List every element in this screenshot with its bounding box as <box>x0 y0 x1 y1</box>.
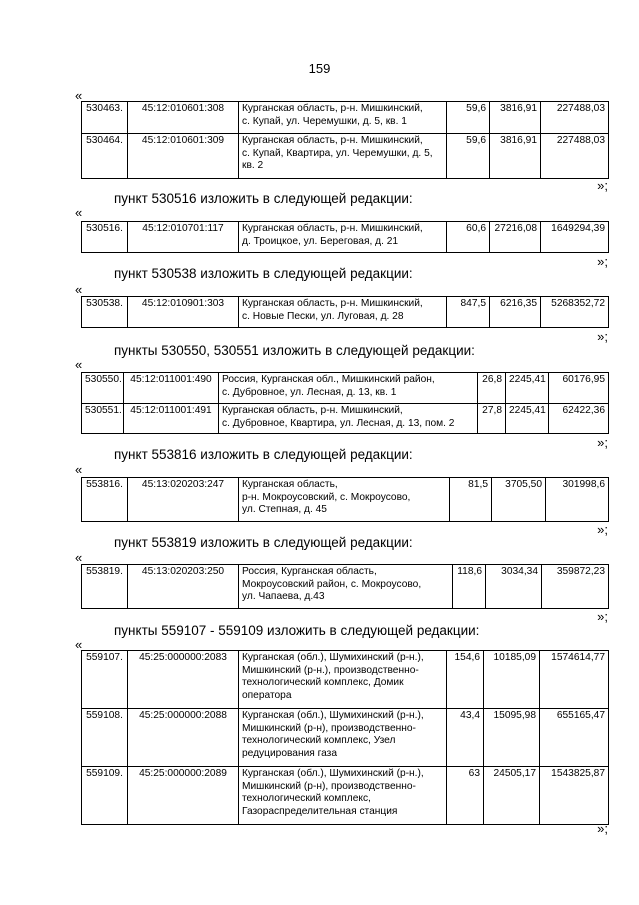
cadastral-number: 45:13:020203:247 <box>128 478 239 522</box>
closing-quote: »; <box>597 609 608 624</box>
unit-value: 27216,08 <box>490 222 541 253</box>
table-row <box>82 478 609 522</box>
cadastral-value: 1574614,77 <box>540 651 609 709</box>
property-table <box>81 564 609 609</box>
cadastral-number: 45:25:000000:2083 <box>128 651 239 709</box>
section-intro: пункты 530550, 530551 изложить в следующей редакции: <box>114 343 475 358</box>
cadastral-number: 45:12:011001:491 <box>124 404 219 434</box>
page-number: 159 <box>308 61 331 76</box>
item-number: 530538. <box>82 297 128 328</box>
section-intro: пункт 530538 изложить в следующей редакции: <box>114 266 413 281</box>
section-intro: пункт 553816 изложить в следующей редакции: <box>114 447 413 462</box>
opening-quote: « <box>75 637 83 652</box>
section-intro: пункт 553819 изложить в следующей редакции: <box>114 535 413 550</box>
closing-quote: »; <box>597 435 608 450</box>
address: Курганская область, р-н. Мишкинский, с. Новые Пески, ул. Луговая, д. 28 <box>239 297 447 328</box>
unit-value: 3034,34 <box>486 565 542 609</box>
property-table <box>81 221 609 253</box>
item-number: 559107. <box>82 651 128 709</box>
item-number: 559109. <box>82 767 128 825</box>
unit-value: 3816,91 <box>490 134 541 179</box>
area: 81,5 <box>450 478 492 522</box>
area: 60,6 <box>447 222 490 253</box>
table-row <box>82 134 609 179</box>
address: Курганская (обл.), Шумихинский (р-н.), Мишкинский (р-н), производственно- технологический комплекс, Узел редуцирования газа <box>239 709 447 767</box>
unit-value: 3816,91 <box>490 102 541 134</box>
item-number: 530464. <box>82 134 128 179</box>
address: Курганская область, р-н. Мишкинский, д. Троицкое, ул. Береговая, д. 21 <box>239 222 447 253</box>
item-number: 530463. <box>82 102 128 134</box>
table-row <box>82 373 609 404</box>
opening-quote: « <box>75 88 83 103</box>
item-number: 530551. <box>82 404 124 434</box>
cadastral-number: 45:13:020203:250 <box>128 565 239 609</box>
closing-quote: »; <box>597 821 608 836</box>
opening-quote: « <box>75 282 83 297</box>
unit-value: 2245,41 <box>506 373 549 404</box>
area: 59,6 <box>447 134 490 179</box>
closing-quote: »; <box>597 254 608 269</box>
cadastral-value: 60176,95 <box>549 373 609 404</box>
address: Курганская область, р-н. Мишкинский, с. Дубровное, Квартира, ул. Лесная, д. 13, пом. 2 <box>219 404 478 434</box>
unit-value: 15095,98 <box>484 709 540 767</box>
opening-quote: « <box>75 462 83 477</box>
area: 63 <box>447 767 484 825</box>
property-table <box>81 101 609 179</box>
item-number: 530550. <box>82 373 124 404</box>
cadastral-number: 45:12:010701:117 <box>128 222 239 253</box>
cadastral-value: 359872,23 <box>542 565 609 609</box>
table-row <box>82 222 609 253</box>
section-intro: пункт 530516 изложить в следующей редакции: <box>114 191 413 206</box>
cadastral-value: 301998,6 <box>546 478 609 522</box>
address: Россия, Курганская обл., Мишкинский район, с. Дубровное, ул. Лесная, д. 13, кв. 1 <box>219 373 478 404</box>
unit-value: 10185,09 <box>484 651 540 709</box>
area: 27,8 <box>478 404 506 434</box>
address: Курганская область, р-н. Мишкинский, с. Купай, Квартира, ул. Черемушки, д. 5, кв. 2 <box>239 134 447 179</box>
unit-value: 3705,50 <box>492 478 546 522</box>
cadastral-value: 62422,36 <box>549 404 609 434</box>
area: 154,6 <box>447 651 484 709</box>
cadastral-value: 227488,03 <box>541 102 609 134</box>
item-number: 559108. <box>82 709 128 767</box>
table-row <box>82 651 609 709</box>
cadastral-value: 227488,03 <box>541 134 609 179</box>
item-number: 553816. <box>82 478 128 522</box>
unit-value: 2245,41 <box>506 404 549 434</box>
area: 43,4 <box>447 709 484 767</box>
cadastral-value: 655165,47 <box>540 709 609 767</box>
cadastral-value: 1543825,87 <box>540 767 609 825</box>
table-row <box>82 102 609 134</box>
item-number: 553819. <box>82 565 128 609</box>
area: 118,6 <box>453 565 486 609</box>
cadastral-number: 45:12:011001:490 <box>124 373 219 404</box>
property-table <box>81 650 609 825</box>
table-row <box>82 297 609 328</box>
cadastral-number: 45:12:010601:309 <box>128 134 239 179</box>
address: Россия, Курганская область, Мокроусовский район, с. Мокроусово, ул. Чапаева, д.43 <box>239 565 453 609</box>
cadastral-value: 1649294,39 <box>541 222 609 253</box>
item-number: 530516. <box>82 222 128 253</box>
opening-quote: « <box>75 550 83 565</box>
address: Курганская (обл.), Шумихинский (р-н.), Мишкинский (р-н), производственно- технологический комплекс, Газораспределительная станция <box>239 767 447 825</box>
address: Курганская (обл.), Шумихинский (р-н.), Мишкинский (р-н.), производственно- технологический комплекс, Домик оператора <box>239 651 447 709</box>
cadastral-number: 45:25:000000:2089 <box>128 767 239 825</box>
area: 26,8 <box>478 373 506 404</box>
address: Курганская область, р-н. Мокроусовский, с. Мокроусово, ул. Степная, д. 45 <box>239 478 450 522</box>
opening-quote: « <box>75 357 83 372</box>
property-table <box>81 372 609 434</box>
closing-quote: »; <box>597 178 608 193</box>
unit-value: 6216,35 <box>490 297 541 328</box>
property-table <box>81 477 609 522</box>
section-intro: пункты 559107 - 559109 изложить в следующей редакции: <box>114 623 480 638</box>
opening-quote: « <box>75 205 83 220</box>
area: 59,6 <box>447 102 490 134</box>
table-row <box>82 565 609 609</box>
cadastral-number: 45:25:000000:2088 <box>128 709 239 767</box>
area: 847,5 <box>447 297 490 328</box>
cadastral-number: 45:12:010901:303 <box>128 297 239 328</box>
property-table <box>81 296 609 328</box>
closing-quote: »; <box>597 522 608 537</box>
unit-value: 24505,17 <box>484 767 540 825</box>
address: Курганская область, р-н. Мишкинский, с. Купай, ул. Черемушки, д. 5, кв. 1 <box>239 102 447 134</box>
cadastral-number: 45:12:010601:308 <box>128 102 239 134</box>
table-row <box>82 767 609 825</box>
table-row <box>82 404 609 434</box>
table-row <box>82 709 609 767</box>
closing-quote: »; <box>597 329 608 344</box>
cadastral-value: 5268352,72 <box>541 297 609 328</box>
